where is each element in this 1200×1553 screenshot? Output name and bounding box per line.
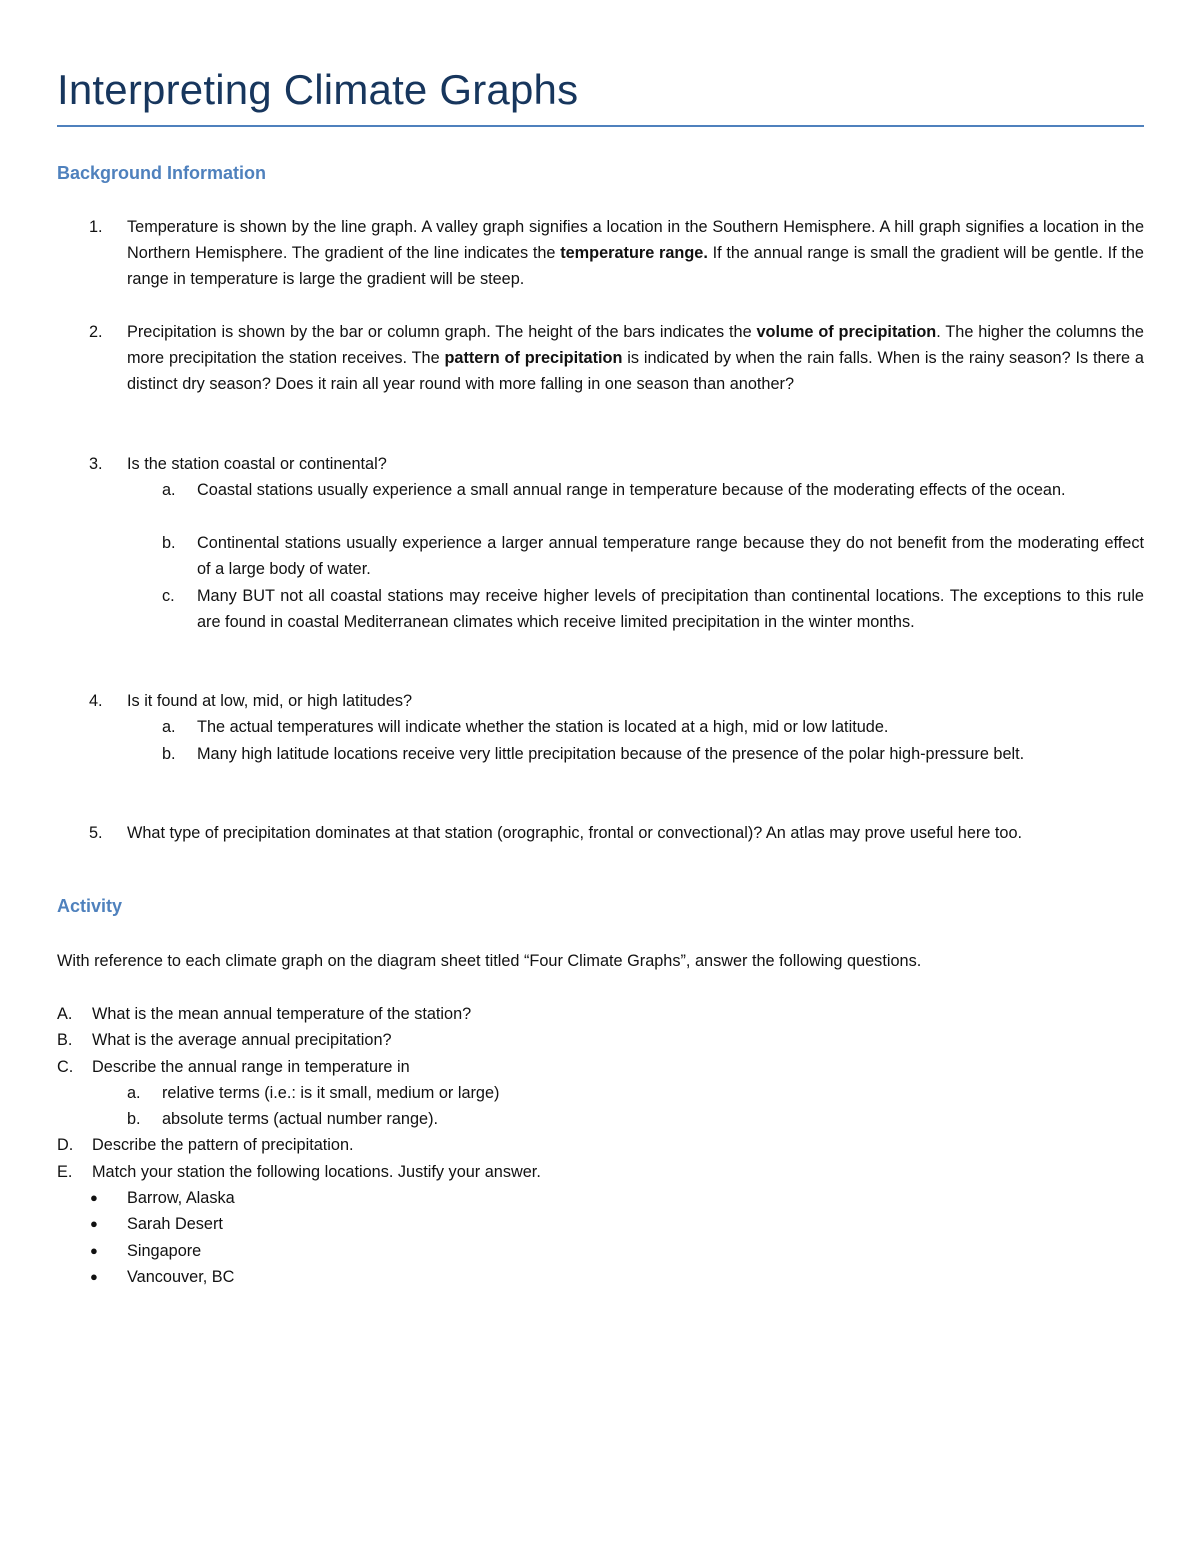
item-4a-marker: a. — [162, 718, 176, 736]
bullet-icon: ● — [90, 1269, 98, 1284]
title-divider — [57, 125, 1144, 127]
question-a-marker: A. — [57, 1005, 73, 1023]
item-1-text: Temperature is shown by the line graph. A valley graph signifies a location in the Southern Hemisphere. A hill graph signifies a location in the Northern Hemisphere. The gradient of the line indicates the temperature range. If the annual range is small the gradient will be gentle. If the range in temperature is large the gradient will be steep. — [127, 218, 1144, 289]
bullet-icon: ● — [90, 1243, 98, 1258]
item-3a-text: Coastal stations usually experience a small annual range in temperature because of the moderating effects of the ocean. — [197, 481, 1066, 499]
item-2-number: 2. — [89, 323, 103, 341]
item-3c-text: Many BUT not all coastal stations may receive higher levels of precipitation than continental locations. The exceptions to this rule are found in coastal Mediterranean climates which receive limited precipitation in the winter months. — [197, 587, 1144, 632]
location-item: Singapore — [127, 1242, 202, 1260]
item-4b-text: Many high latitude locations receive very little precipitation because of the presence of the polar high-pressure belt. — [197, 745, 1025, 763]
question-c-marker: C. — [57, 1058, 74, 1076]
question-d-text: Describe the pattern of precipitation. — [92, 1136, 354, 1154]
question-e-marker: E. — [57, 1163, 73, 1181]
location-item: Vancouver, BC — [127, 1268, 235, 1286]
question-c-sub-a-text: relative terms (i.e.: is it small, medium or large) — [162, 1084, 500, 1102]
item-2-text: Precipitation is shown by the bar or column graph. The height of the bars indicates the volume of precipitation. The higher the columns the more precipitation the station receives. The pattern of precipitation is indicated by when the rain falls. When is the rainy season? Is there a distinct dry season? Does it rain all year round with more falling in one season than another? — [127, 323, 1144, 394]
activity-heading: Activity — [57, 896, 123, 916]
item-4b-marker: b. — [162, 745, 176, 763]
item-3a-marker: a. — [162, 481, 176, 499]
question-e-text: Match your station the following locations. Justify your answer. — [92, 1163, 541, 1181]
background-heading: Background Information — [57, 163, 267, 183]
question-b-marker: B. — [57, 1031, 73, 1049]
item-1-number: 1. — [89, 218, 103, 236]
question-c-sub-a-marker: a. — [127, 1084, 141, 1102]
bullet-icon: ● — [90, 1190, 98, 1205]
item-3-text: Is the station coastal or continental? — [127, 455, 387, 473]
bullet-icon: ● — [90, 1216, 98, 1231]
item-5-number: 5. — [89, 824, 103, 842]
question-c-sub-b-marker: b. — [127, 1110, 141, 1128]
question-c-sub-b-text: absolute terms (actual number range). — [162, 1110, 439, 1128]
item-3-number: 3. — [89, 455, 103, 473]
activity-intro: With reference to each climate graph on the diagram sheet titled “Four Climate Graphs”, answer the following questions. — [57, 952, 922, 970]
item-3c-marker: c. — [162, 587, 175, 605]
question-a-text: What is the mean annual temperature of the station? — [92, 1005, 472, 1023]
item-4a-text: The actual temperatures will indicate whether the station is located at a high, mid or low latitude. — [197, 718, 889, 736]
item-5-text: What type of precipitation dominates at that station (orographic, frontal or convectional)? An atlas may prove useful here too. — [127, 824, 1023, 842]
question-d-marker: D. — [57, 1136, 74, 1154]
item-4-text: Is it found at low, mid, or high latitudes? — [127, 692, 413, 710]
item-3b-marker: b. — [162, 534, 176, 552]
question-c-text: Describe the annual range in temperature in — [92, 1058, 410, 1076]
item-4-number: 4. — [89, 692, 103, 710]
location-item: Sarah Desert — [127, 1215, 223, 1233]
location-item: Barrow, Alaska — [127, 1189, 235, 1207]
question-b-text: What is the average annual precipitation? — [92, 1031, 392, 1049]
item-3b-text: Continental stations usually experience a larger annual temperature range because they do not benefit from the moderating effect of a large body of water. — [197, 534, 1144, 579]
page-title: Interpreting Climate Graphs — [57, 66, 579, 113]
